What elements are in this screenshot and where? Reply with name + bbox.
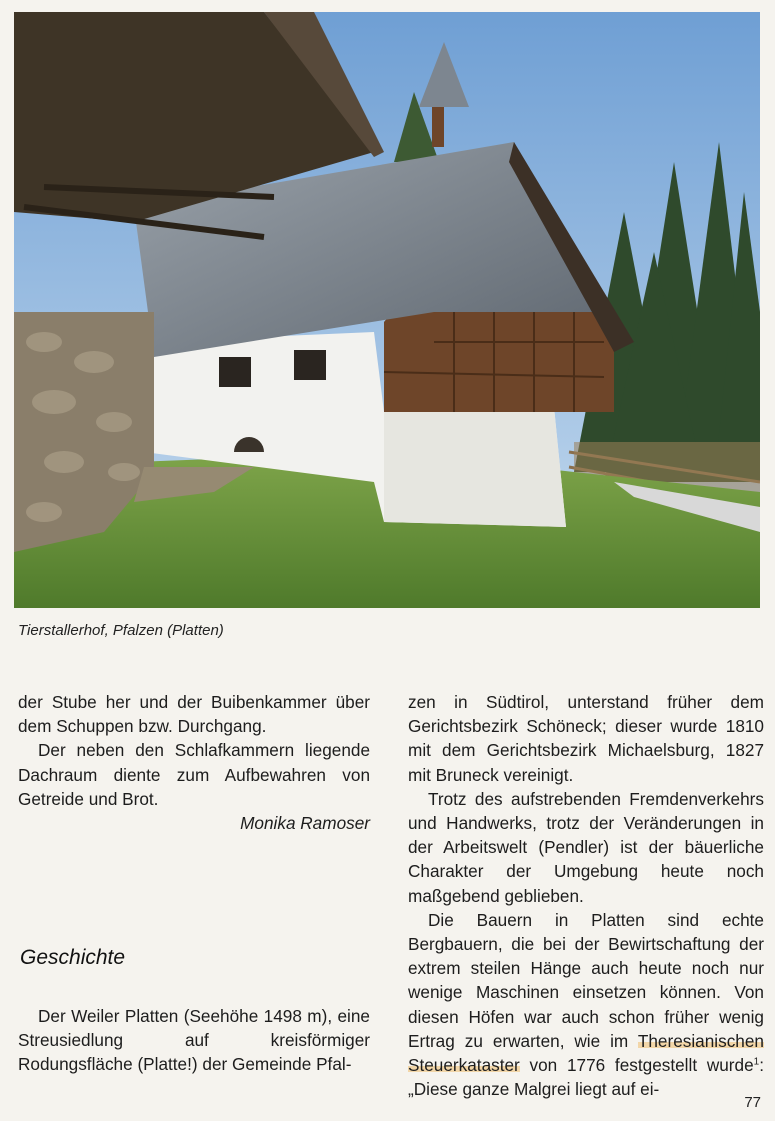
text-span: Die Bauern in Platten sind echte Bergbauern, die bei der Bewirtschaftung der extrem steilen Hänge auch heute noch nur wenige Maschinen einsetzen können. Von diesen Höfen war auch schon früher wenig Ertrag zu erwarten, wie im: [408, 909, 764, 1051]
paragraph: der Stube her und der Buibenkammer über dem Schuppen bzw. Durchgang.: [18, 692, 370, 737]
text-span: von 1776 festgestellt wurde: [519, 1055, 754, 1076]
paragraph: Trotz des aufstrebenden Fremdenverkehrs und Handwerks, trotz der Veränderungen in der Arbeitswelt (Pendler) ist der bäuerliche Charakter der Umgebung heute noch maßgebend geblieben.: [408, 788, 764, 906]
paragraph: Der Weiler Platten (Seehöhe 1498 m), eine Streusiedlung auf kreisförmiger Rodungsfläche (Platte!) der Gemeinde Pfal-: [18, 1006, 370, 1075]
author-name: Monika Ramoser: [240, 813, 370, 834]
text-span: : „Diese ganze Malgrei liegt auf ei-: [408, 1055, 764, 1100]
paragraph: Der neben den Schlafkammern liegende Dachraum diente zum Aufbewahren von Getreide und Brot.: [18, 740, 370, 809]
paragraph: zen in Südtirol, unterstand früher dem Gerichtsbezirk Schöneck; dieser wurde 1810 mit dem Gerichtsbezirk Michaelsburg, 1827 mit Bruneck vereinigt.: [408, 692, 764, 785]
left-column: [18, 690, 370, 835]
page-number: 77: [744, 1094, 761, 1111]
left-column-history: [18, 1004, 370, 1077]
section-heading: Geschichte: [20, 946, 126, 969]
paragraph: [408, 908, 764, 1102]
footnote-marker: 1: [753, 1056, 760, 1068]
farmhouse-photo: [14, 12, 760, 608]
photo-caption: Tierstallerhof, Pfalzen (Platten): [18, 622, 224, 639]
right-column: [408, 690, 764, 1101]
highlighted-text: Theresianischen Steuerkataster: [408, 1030, 764, 1076]
